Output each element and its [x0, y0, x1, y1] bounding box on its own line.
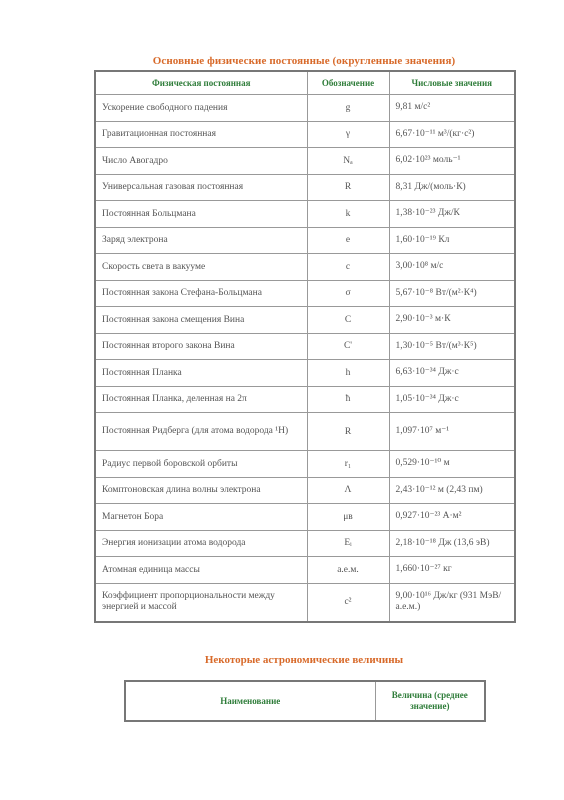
constant-name: Постоянная Больцмана — [95, 201, 307, 228]
astro-header-row — [125, 681, 485, 721]
table-row — [95, 95, 515, 122]
constant-name: Гравитационная постоянная — [95, 121, 307, 148]
constant-name: Число Авогадро — [95, 148, 307, 175]
constant-value: 9,00·10¹⁶ Дж/кг (931 МэВ/а.е.м.) — [389, 583, 515, 622]
constant-value: 3,00·10⁸ м/с — [389, 254, 515, 281]
constant-symbol: R — [307, 413, 389, 451]
constant-name: Ускорение свободного падения — [95, 95, 307, 122]
constant-name: Постоянная Планка — [95, 360, 307, 387]
table-row — [95, 477, 515, 504]
astro-header-name: Наименование — [125, 681, 375, 721]
constant-value: 0,529·10⁻¹⁰ м — [389, 451, 515, 478]
constant-symbol: R — [307, 174, 389, 201]
constant-symbol: γ — [307, 121, 389, 148]
table-row — [95, 174, 515, 201]
constant-value: 8,31 Дж/(моль·К) — [389, 174, 515, 201]
constant-value: 6,67·10⁻¹¹ м³/(кг·с²) — [389, 121, 515, 148]
table-row — [95, 504, 515, 531]
constant-name: Скорость света в вакууме — [95, 254, 307, 281]
table-row — [95, 280, 515, 307]
constant-symbol: Eᵢ — [307, 530, 389, 557]
constant-value: 1,05·10⁻³⁴ Дж·с — [389, 386, 515, 413]
constant-name: Атомная единица массы — [95, 557, 307, 584]
constant-value: 9,81 м/с² — [389, 95, 515, 122]
constant-symbol: σ — [307, 280, 389, 307]
table-row — [95, 307, 515, 334]
header-symbol: Обозначение — [307, 71, 389, 95]
constant-name: Энергия ионизации атома водорода — [95, 530, 307, 557]
constant-symbol: e — [307, 227, 389, 254]
constant-value: 2,90·10⁻³ м·К — [389, 307, 515, 334]
constant-symbol: c — [307, 254, 389, 281]
table-row — [95, 557, 515, 584]
constant-name: Заряд электрона — [95, 227, 307, 254]
constant-name: Постоянная Ридберга (для атома водорода ¹H) — [95, 413, 307, 451]
table-row — [95, 201, 515, 228]
table-row — [95, 386, 515, 413]
astronomical-values-table — [124, 680, 486, 722]
table-row — [95, 121, 515, 148]
constants-table-title: Основные физические постоянные (округленные значения) — [152, 55, 456, 67]
constant-value: 2,43·10⁻¹² м (2,43 пм) — [389, 477, 515, 504]
constant-name: Постоянная второго закона Вина — [95, 333, 307, 360]
constant-name: Постоянная Планка, деленная на 2π — [95, 386, 307, 413]
constant-symbol: Nₐ — [307, 148, 389, 175]
table-header-row — [95, 71, 515, 95]
constant-name: Постоянная закона смещения Вина — [95, 307, 307, 334]
constant-symbol: g — [307, 95, 389, 122]
constant-value: 1,60·10⁻¹⁹ Кл — [389, 227, 515, 254]
header-constant: Физическая постоянная — [95, 71, 307, 95]
constant-symbol: а.е.м. — [307, 557, 389, 584]
constant-name: Коэффициент пропорциональности между энергией и массой — [95, 583, 307, 622]
constant-name: Комптоновская длина волны электрона — [95, 477, 307, 504]
constant-name: Универсальная газовая постоянная — [95, 174, 307, 201]
constant-symbol: ħ — [307, 386, 389, 413]
constant-symbol: μʙ — [307, 504, 389, 531]
constant-name: Радиус первой боровской орбиты — [95, 451, 307, 478]
table-row — [95, 360, 515, 387]
table-row — [95, 530, 515, 557]
constant-name: Магнетон Бора — [95, 504, 307, 531]
constant-value: 6,02·10²³ моль⁻¹ — [389, 148, 515, 175]
constant-value: 5,67·10⁻⁸ Вт/(м²·К⁴) — [389, 280, 515, 307]
constant-symbol: C' — [307, 333, 389, 360]
constant-name: Постоянная закона Стефана-Больцмана — [95, 280, 307, 307]
table-row — [95, 413, 515, 451]
constant-value: 1,660·10⁻²⁷ кг — [389, 557, 515, 584]
constant-symbol: C — [307, 307, 389, 334]
physical-constants-table — [94, 70, 516, 623]
constant-value: 2,18·10⁻¹⁸ Дж (13,6 эВ) — [389, 530, 515, 557]
table-row — [95, 227, 515, 254]
table-row — [95, 451, 515, 478]
constant-value: 6,63·10⁻³⁴ Дж·с — [389, 360, 515, 387]
table-row — [95, 148, 515, 175]
table-row — [95, 254, 515, 281]
constant-symbol: k — [307, 201, 389, 228]
constant-value: 0,927·10⁻²³ А·м² — [389, 504, 515, 531]
constant-value: 1,30·10⁻⁵ Вт/(м³·К⁵) — [389, 333, 515, 360]
constant-symbol: Λ — [307, 477, 389, 504]
constant-value: 1,38·10⁻²³ Дж/К — [389, 201, 515, 228]
header-value: Числовые значения — [389, 71, 515, 95]
astro-header-value: Величина (среднее значение) — [375, 681, 485, 721]
table-row — [95, 333, 515, 360]
table-row — [95, 583, 515, 622]
constant-symbol: r₁ — [307, 451, 389, 478]
constant-symbol: c² — [307, 583, 389, 622]
constant-symbol: h — [307, 360, 389, 387]
constant-value: 1,097·10⁷ м⁻¹ — [389, 413, 515, 451]
astro-table-title: Некоторые астрономические величины — [204, 654, 404, 666]
